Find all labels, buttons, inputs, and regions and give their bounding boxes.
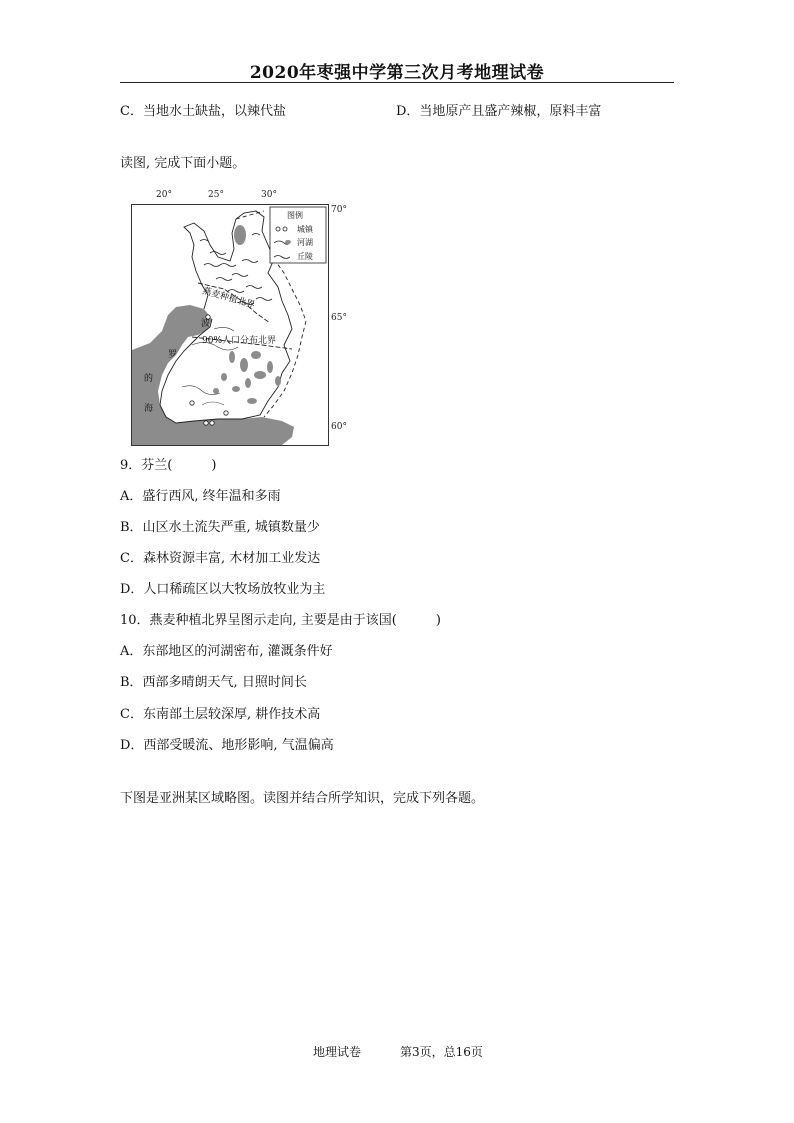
prev-option-c[interactable]: C．当地水土缺盐，以辣代盐 [120,104,286,119]
lon-label-25: 25° [208,190,224,200]
lon-label-30: 30° [261,190,277,200]
legend-town-label: 城镇 [297,225,313,234]
map-frame [131,204,329,446]
footer-page-number: 第3页，总16页 [400,1045,483,1059]
reading-instruction: 读图, 完成下面小题。 [120,156,246,171]
lat-label-70: 70° [331,205,347,215]
lat-label-60: 60° [331,422,347,432]
q9-option-d[interactable]: D．人口稀疏区以大牧场放牧业为主 [120,582,326,597]
oat-boundary-label: 燕麦种植北界 [201,286,256,311]
legend-hill-label: 丘陵 [297,252,313,261]
q10-option-c[interactable]: C．东南部土层较深厚, 耕作技术高 [120,707,321,722]
gulf-label-1: 波 [201,319,211,329]
q9-option-c[interactable]: C．森林资源丰富, 木材加工业发达 [120,551,321,566]
lat-label-65: 65° [331,313,347,323]
q9-option-a[interactable]: A．盛行西风, 终年温和多雨 [120,489,281,504]
q9-option-b[interactable]: B．山区水土流失严重, 城镇数量少 [120,520,320,535]
gulf-label-4: 海 [144,404,154,414]
gulf-label-3: 的 [144,374,154,384]
q9-stem: 9．芬兰( ) [120,458,217,473]
footer-subject: 地理试卷 [313,1045,362,1059]
map-legend [270,207,326,263]
prev-option-d[interactable]: D．当地原产且盛产辣椒，原料丰富 [396,104,602,119]
header-divider [120,82,674,83]
lon-label-20: 20° [156,190,172,200]
legend-title: 图例 [287,211,303,220]
page-title: 2020年枣强中学第三次月考地理试卷 [249,63,545,83]
next-section-intro: 下图是亚洲某区域略图。读图并结合所学知识，完成下列各题。 [120,791,485,806]
map-svg [132,205,328,445]
q10-option-d[interactable]: D．西部受暖流、地形影响, 气温偏高 [120,738,334,753]
gulf-label-2: 罗 [168,350,178,360]
q10-option-a[interactable]: A．东部地区的河湖密布, 灌溉条件好 [120,644,333,659]
q10-stem: 10．燕麦种植北界呈图示走向, 主要是由于该国( ) [120,613,441,628]
legend-river-label: 河湖 [297,238,313,247]
population-boundary-label: 90%人口分布北界 [202,336,277,346]
q10-option-b[interactable]: B．西部多晴朗天气, 日照时间长 [120,675,307,690]
